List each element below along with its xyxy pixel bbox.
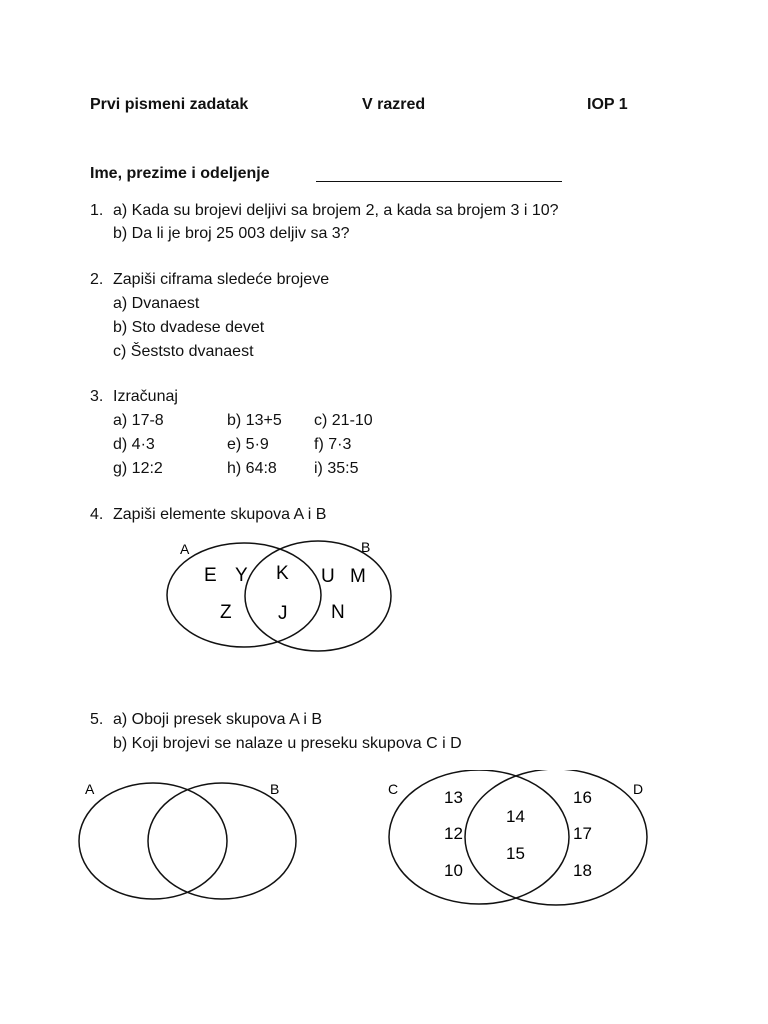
task3-number: 3. <box>90 388 104 405</box>
task1-number: 1. <box>90 202 104 219</box>
task3-item: d) 4·3 <box>113 436 155 453</box>
header-grade: V razred <box>362 96 426 113</box>
task3-item: g) 12:2 <box>113 460 163 477</box>
venn-label-b: B <box>361 539 371 555</box>
venn-number: 17 <box>573 824 592 843</box>
venn-element: K <box>276 563 289 584</box>
task3-item: e) 5·9 <box>227 436 269 453</box>
task3-item: b) 13+5 <box>227 412 282 429</box>
task2-item-c: c) Šeststo dvanaest <box>113 343 254 360</box>
venn-label-c: C <box>388 781 399 797</box>
venn-element: Z <box>220 602 232 623</box>
venn-set-a-ellipse <box>167 543 321 647</box>
name-blank-line <box>316 181 562 182</box>
venn-label-d: D <box>633 781 644 797</box>
task5-part-a: a) Oboji presek skupova A i B <box>113 711 322 728</box>
venn-number: 16 <box>573 788 592 807</box>
venn-element: E <box>204 565 217 586</box>
venn-element: U <box>321 566 335 587</box>
venn-number: 18 <box>573 861 592 880</box>
task1-part-a: a) Kada su brojevi deljivi sa brojem 2, a kada sa brojem 3 i 10? <box>113 202 559 219</box>
venn-element: J <box>278 603 288 624</box>
task2-number: 2. <box>90 271 104 288</box>
venn-set-b-ellipse <box>148 783 296 899</box>
venn-number: 13 <box>444 788 463 807</box>
venn-set-d-ellipse <box>465 770 647 905</box>
task3-item: h) 64:8 <box>227 460 277 477</box>
task4-number: 4. <box>90 506 104 523</box>
header-iop: IOP 1 <box>587 96 628 113</box>
task4-title: Zapiši elemente skupova A i B <box>113 506 327 523</box>
task2-item-a: a) Dvanaest <box>113 295 200 312</box>
venn-set-b-ellipse <box>245 541 391 651</box>
venn-number: 15 <box>506 844 525 863</box>
venn-element: N <box>331 602 345 623</box>
venn-element: Y <box>235 565 248 586</box>
task3-item: f) 7·3 <box>314 436 352 453</box>
task2-item-b: b) Sto dvadese devet <box>113 319 265 336</box>
header-title: Prvi pismeni zadatak <box>90 96 249 113</box>
task5-part-b: b) Koji brojevi se nalaze u preseku skupova C i D <box>113 735 462 752</box>
task3-item: a) 17-8 <box>113 412 164 429</box>
venn-set-a-ellipse <box>79 783 227 899</box>
task3-item: i) 35:5 <box>314 460 359 477</box>
venn-number: 10 <box>444 861 463 880</box>
task3-item: c) 21-10 <box>314 412 373 429</box>
task1-part-b: b) Da li je broj 25 003 deljiv sa 3? <box>113 225 350 242</box>
venn-diagrams-task5 <box>0 770 768 920</box>
venn-element: M <box>350 566 366 587</box>
name-label: Ime, prezime i odeljenje <box>90 165 270 182</box>
task2-title: Zapiši ciframa sledeće brojeve <box>113 271 330 288</box>
task5-number: 5. <box>90 711 104 728</box>
venn-number: 12 <box>444 824 463 843</box>
venn-label-b: B <box>270 781 280 797</box>
venn-label-a: A <box>180 541 190 557</box>
venn-diagram-ab-elements <box>0 530 768 660</box>
venn-set-c-ellipse <box>389 770 569 904</box>
venn-label-a: A <box>85 781 95 797</box>
venn-number: 14 <box>506 807 525 826</box>
task3-title: Izračunaj <box>113 388 178 405</box>
